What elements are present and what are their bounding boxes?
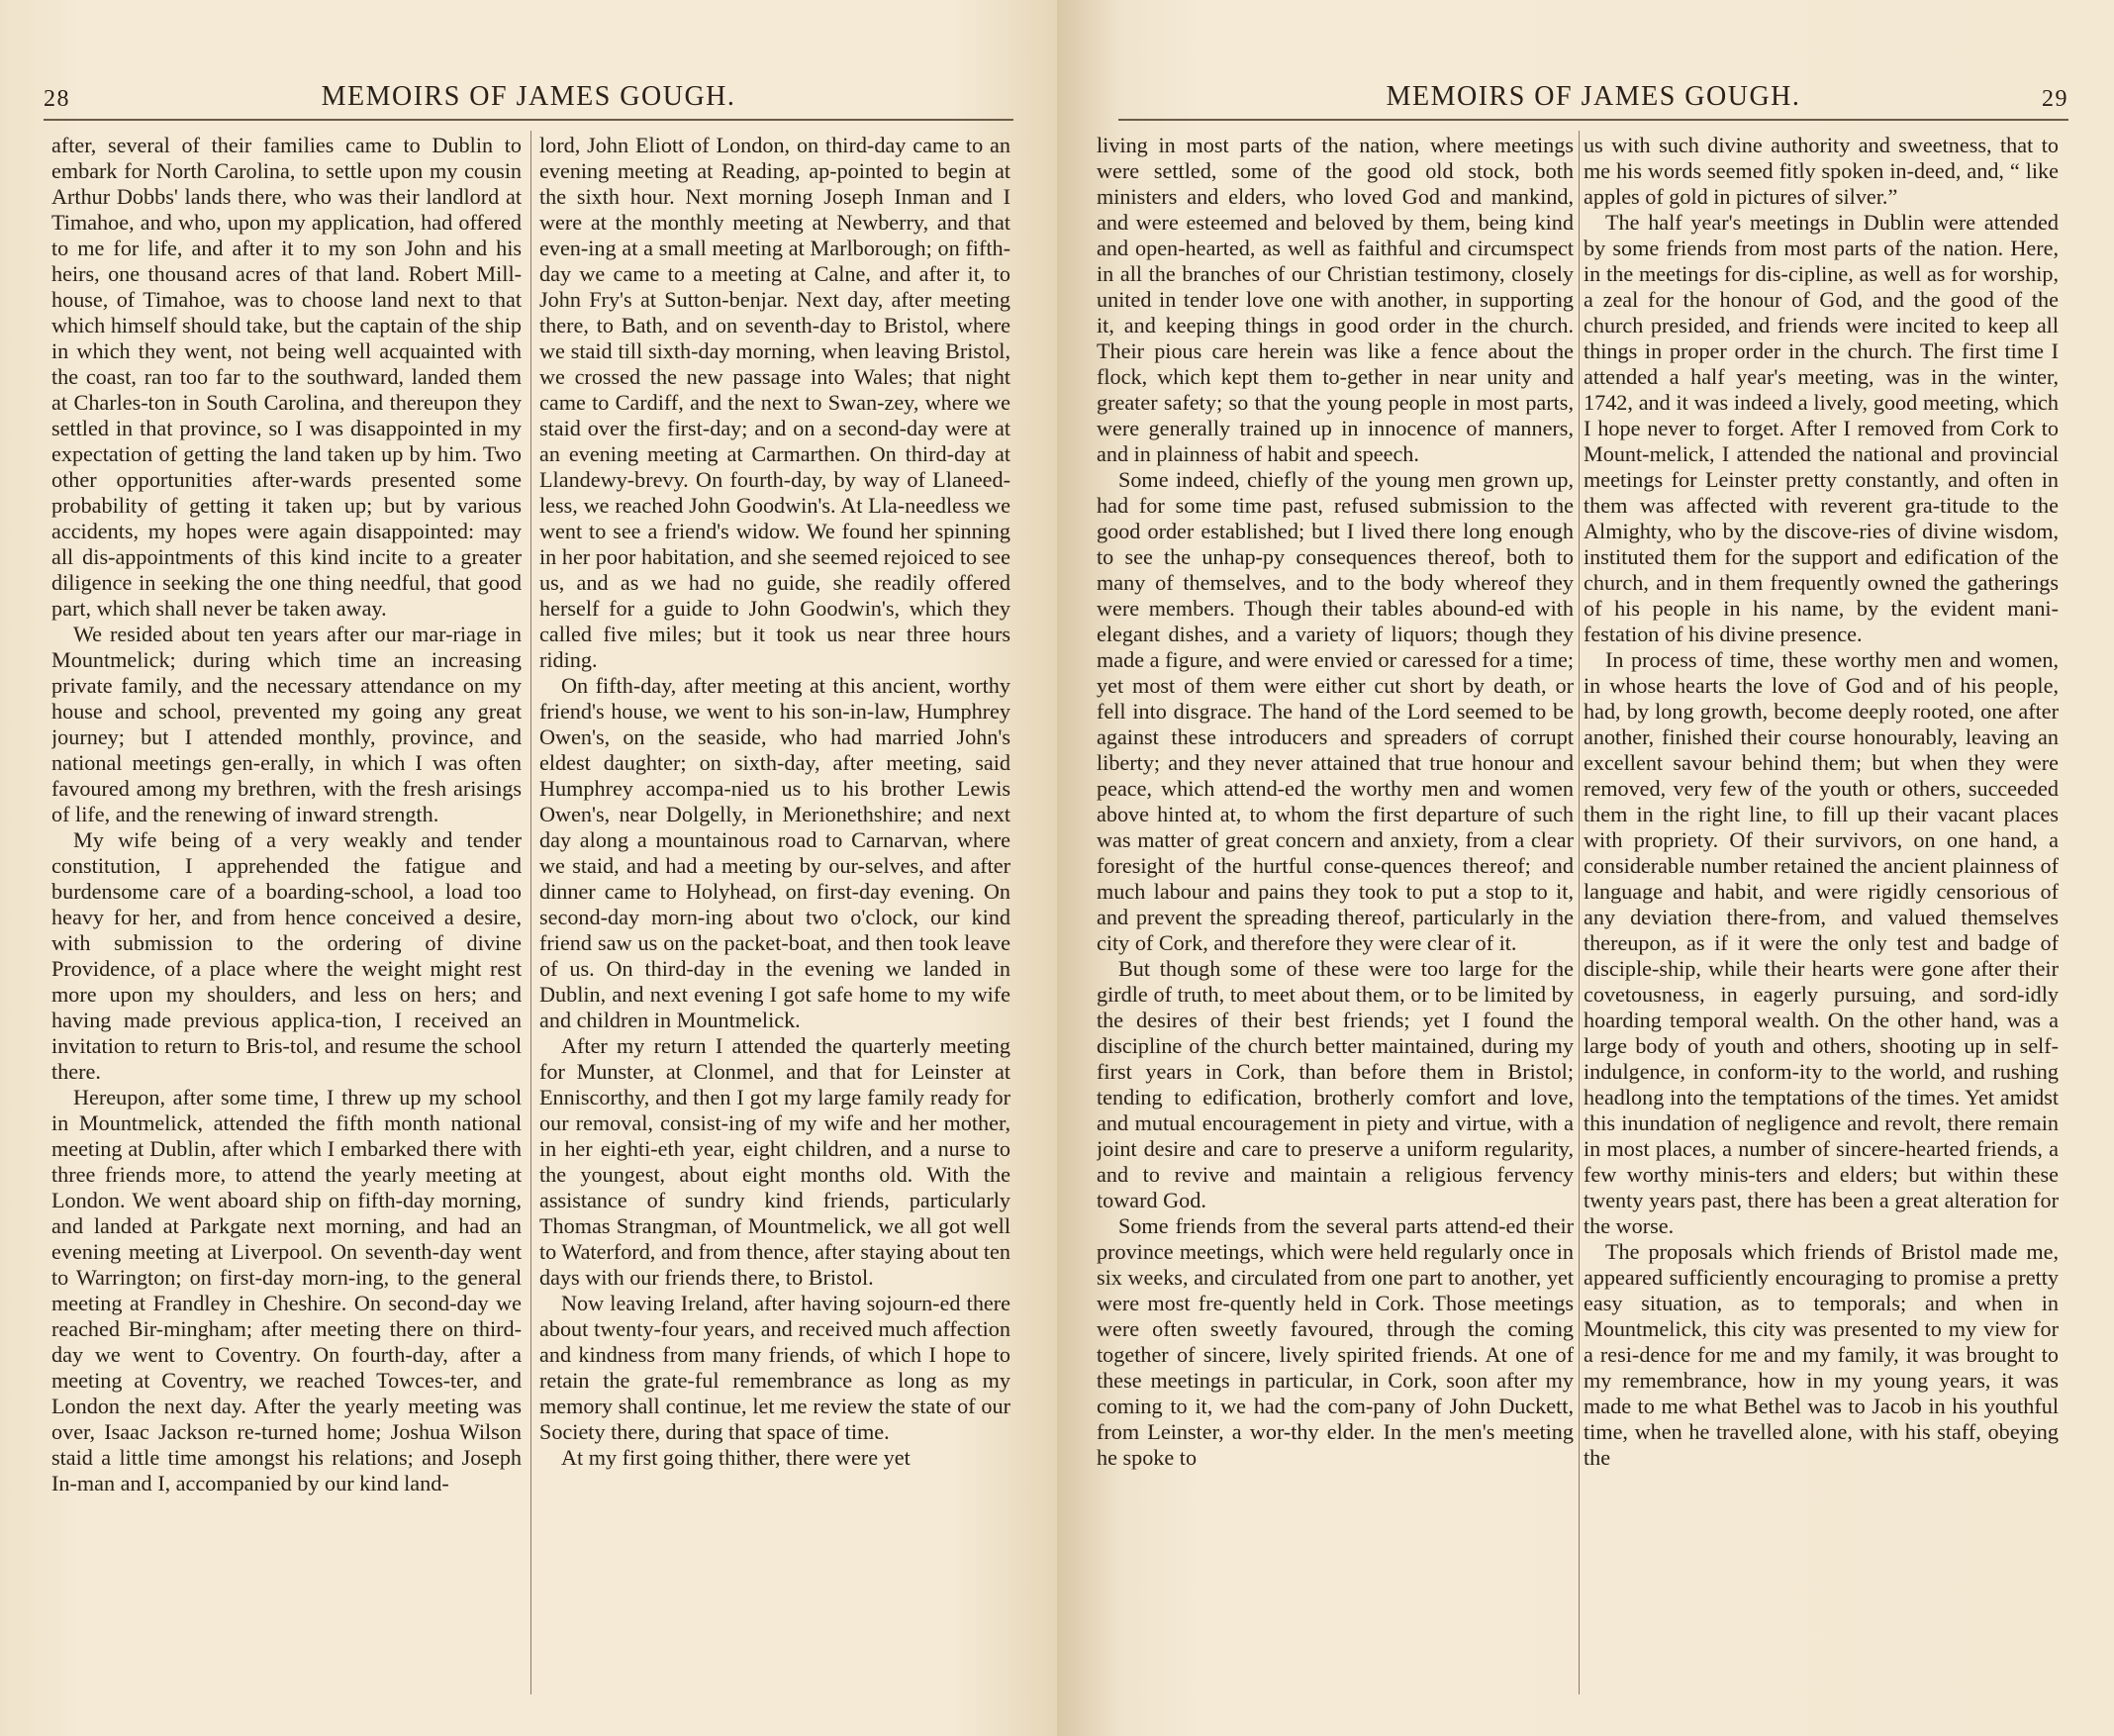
paragraph: living in most parts of the nation, where meetings were settled, some of the good old stock, both ministers and elders, who loved God and mankind, and were esteemed and beloved by them, being kind and open-hearted, as well as faithful and circumspect in all the branches of our Christian testimony, closely united in tender love one with another, in supporting it, and keeping things in good order in the church. Their pious care herein was like a fence about the flock, which kept them to-gether in near unity and greater safety; so that the young people in most parts, were generally trained up in innocence of manners, and in plainness of habit and speech. bbox=[1097, 133, 1574, 466]
column-divider bbox=[530, 131, 531, 1694]
left-page-column-2 bbox=[539, 133, 1010, 1696]
paragraph: My wife being of a very weakly and tender constitution, I apprehended the fatigue and burdensome care of a boarding-school, a load too heavy for her, and from hence conceived a desire, with submission to the ordering of divine Providence, of a place where the weight might rest more upon my shoulders, and less on hers; and having made previous applica-tion, I received an invitation to return to Bris-tol, and resume the school there. bbox=[51, 827, 522, 1084]
paragraph: Some friends from the several parts attend-ed their province meetings, which were held regularly once in six weeks, and circulated from one part to another, yet were most fre-quently held in Cork. Those meetings were often sweetly favoured, through the coming together of sincere, lively spirited friends. At one of these meetings in particular, in Cork, soon after my coming to it, we had the com-pany of John Duckett, from Leinster, a wor-thy elder. In the men's meeting he spoke to bbox=[1097, 1213, 1574, 1470]
header-rule bbox=[44, 119, 1013, 121]
paragraph: Now leaving Ireland, after having sojourn-ed there about twenty-four years, and received much affection and kindness from many friends, of which I hope to retain the grate-ful remembrance as long as my memory shall continue, let me review the state of our Society there, during that space of time. bbox=[539, 1291, 1010, 1444]
left-page-column-1 bbox=[51, 133, 522, 1696]
paragraph: But though some of these were too large for the girdle of truth, to meet about them, or to be limited by the desires of their best friends; yet I found the discipline of the church better maintained, during my first years in Cork, than before them in Bristol; tending to edification, brotherly comfort and love, and mutual encouragement in piety and virtue, with a joint desire and care to preserve a uniform regularity, and to revive and maintain a religious fervency toward God. bbox=[1097, 956, 1574, 1212]
running-title: MEMOIRS OF JAMES GOUGH. bbox=[321, 81, 736, 112]
paragraph: after, several of their families came to Dublin to embark for North Carolina, to settle upon my cousin Arthur Dobbs' lands there, who was their landlord at Timahoe, and who, upon my application, had offered to me for life, and after it to my son John and his heirs, one thousand acres of that land. Robert Mill-house, of Timahoe, was to choose land next to that which himself should take, but the captain of the ship in which they went, not being well acquainted with the coast, ran too far to the southward, landed them at Charles-ton in South Carolina, and thereupon they settled in that province, so I was disappointed in my expectation of getting the land taken up by him. Two other opportunities after-wards presented some probability of getting it taken up; but by various accidents, my hopes were again disappointed: may all dis-appointments of this kind incite to a greater diligence in seeking the one thing needful, that good part, which shall never be taken away. bbox=[51, 133, 522, 621]
paragraph: The proposals which friends of Bristol made me, appeared sufficiently encouraging to promise a pretty easy situation, as to temporals; and when in Mountmelick, this city was presented to my view for a resi-dence for me and my family, it was brought to my remembrance, how in my young years, it was made to me what Bethel was to Jacob in his youthful time, when he travelled alone, with his staff, obeying the bbox=[1584, 1239, 2059, 1470]
paragraph: In process of time, these worthy men and women, in whose hearts the love of God and of his people, had, by long growth, become deeply rooted, one after another, finished their course honourably, leaving an excellent savour behind them; but when they were removed, very few of the youth or others, succeeded them in the right line, to fill up their vacant places with propriety. Of their survivors, on one hand, a considerable number retained the ancient plainness of language and habit, and were rigidly censorious of any deviation there-from, and valued themselves thereupon, as if it were the only test and badge of disciple-ship, while their hearts were gone after their covetousness, in eagerly pursuing, and sord-idly hoarding temporal wealth. On the other hand, was a large body of youth and others, shooting up in self-indulgence, in conform-ity to the world, and rushing headlong into the temptations of the times. Yet amidst this inundation of negligence and revolt, there remain in most places, a number of sincere-hearted friends, a few worthy minis-ters and elders; but within these twenty years past, there has been a great alteration for the worse. bbox=[1584, 647, 2059, 1238]
right-page-column-2 bbox=[1584, 133, 2059, 1696]
paragraph: After my return I attended the quarterly meeting for Munster, at Clonmel, and that for Leinster at Enniscorthy, and then I got my large family ready for our removal, consist-ing of my wife and her mother, in her eighti-eth year, eight children, and a nurse to the youngest, about eight months old. With the assistance of sundry kind friends, particularly Thomas Strangman, of Mountmelick, we all got well to Waterford, and from thence, after staying about ten days with our friends there, to Bristol. bbox=[539, 1033, 1010, 1290]
right-page-header bbox=[1118, 71, 2068, 113]
paragraph: We resided about ten years after our mar-riage in Mountmelick; during which time an increasing private family, and the necessary attendance on my house and school, prevented my going any great journey; but I attended monthly, province, and national meetings gen-erally, in which I was often favoured among my brethren, with the fresh arisings of life, and the renewing of inward strength. bbox=[51, 622, 522, 826]
left-page-header bbox=[44, 71, 1013, 113]
page-number: 28 bbox=[44, 86, 70, 112]
page-number: 29 bbox=[2042, 86, 2068, 112]
running-title: MEMOIRS OF JAMES GOUGH. bbox=[1386, 81, 1801, 112]
paragraph: On fifth-day, after meeting at this ancient, worthy friend's house, we went to his son-in-law, Humphrey Owen's, on the seaside, who had married John's eldest daughter; on sixth-day, after meeting, said Humphrey accompa-nied us to his brother Lewis Owen's, near Dolgelly, in Merionethshire; and next day along a mountainous road to Carnarvan, where we staid, and had a meeting by our-selves, and after dinner came to Holyhead, on first-day evening. On second-day morn-ing about two o'clock, our kind friend saw us on the packet-boat, and then took leave of us. On third-day in the evening we landed in Dublin, and next evening I got safe home to my wife and children in Mountmelick. bbox=[539, 673, 1010, 1032]
paragraph: At my first going thither, there were yet bbox=[561, 1445, 911, 1470]
column-divider bbox=[1579, 131, 1580, 1694]
paragraph: The half year's meetings in Dublin were attended by some friends from most parts of the nation. Here, in the meetings for dis-cipline, as well as for worship, a zeal for the honour of God, and the good of the church presided, and friends were incited to keep all things in proper order in the church. The first time I attended a half year's meeting, was in the winter, 1742, and it was indeed a lively, good meeting, which I hope never to forget. After I removed from Cork to Mount-melick, I attended the national and provincial meetings for Leinster pretty constantly, and often in them was affected with reverent gra-titude to the Almighty, who by the discove-ries of divine wisdom, instituted them for the support and edification of the church, and in them frequently owned the gatherings of his people in his name, by the evident mani-festation of his divine presence. bbox=[1584, 210, 2059, 646]
paragraph: Some indeed, chiefly of the young men grown up, had for some time past, refused submission to the good order established; but I lived there long enough to see the unhap-py consequences thereof, both to many of themselves, and to the body whereof they were members. Though their tables abound-ed with elegant dishes, and a variety of liquors; though they made a figure, and were envied or caressed for a time; yet most of them were either cut short by death, or fell into disgrace. The hand of the Lord seemed to be against these introducers and spreaders of corrupt liberty; and they never attained that true honour and peace, which attend-ed the worthy men and women above hinted at, to whom the first departure of such was matter of great concern and anxiety, from a clear foresight of the hurtful conse-quences thereof; and much labour and pains they took to put a stop to it, and prevent the spreading thereof, particularly in the city of Cork, and therefore they were clear of it. bbox=[1097, 467, 1574, 955]
right-page-column-1 bbox=[1097, 133, 1574, 1696]
right-page bbox=[1057, 0, 2114, 1736]
header-rule bbox=[1118, 119, 2068, 121]
paragraph: us with such divine authority and sweetness, that to me his words seemed fitly spoken in-deed, and, “ like apples of gold in pictures of silver.” bbox=[1584, 133, 2059, 209]
paragraph: lord, John Eliott of London, on third-day came to an evening meeting at Reading, ap-pointed to begin at the sixth hour. Next morning Joseph Inman and I were at the monthly meeting at Newberry, and that even-ing at a small meeting at Marlborough; on fifth-day we came to a meeting at Calne, and after it, to John Fry's at Sutton-benjar. Next day, after meeting there, to Bath, and on seventh-day to Bristol, where we staid till sixth-day morning, when leaving Bristol, we crossed the new passage into Wales; that night came to Cardiff, and the next to Swan-zey, where we staid over the first-day; and on a second-day were at an evening meeting at Carmarthen. On third-day at Llandewy-brevy. On fourth-day, by way of Llaneed-less, we reached John Goodwin's. At Lla-needless we went to see a friend's widow. We found her spinning in her poor habitation, and she seemed rejoiced to see us, and as we had no guide, she readily offered herself for a guide to John Goodwin's, which they called five miles; but it took us near three hours riding. bbox=[539, 133, 1010, 672]
paragraph: Hereupon, after some time, I threw up my school in Mountmelick, attended the fifth month national meeting at Dublin, after which I embarked there with three friends more, to attend the yearly meeting at London. We went aboard ship on fifth-day morning, and landed at Parkgate next morning, and had an evening meeting at Liverpool. On seventh-day went to Warrington; on first-day morn-ing, to the general meeting at Frandley in Cheshire. On second-day we reached Bir-mingham; after meeting there on third-day we went to Coventry. On fourth-day, after a meeting at Coventry, we reached Towces-ter, and London the next day. After the yearly meeting was over, Isaac Jackson re-turned home; Joshua Wilson staid a little time amongst his relations; and Joseph In-man and I, accompanied by our kind land- bbox=[51, 1085, 522, 1495]
